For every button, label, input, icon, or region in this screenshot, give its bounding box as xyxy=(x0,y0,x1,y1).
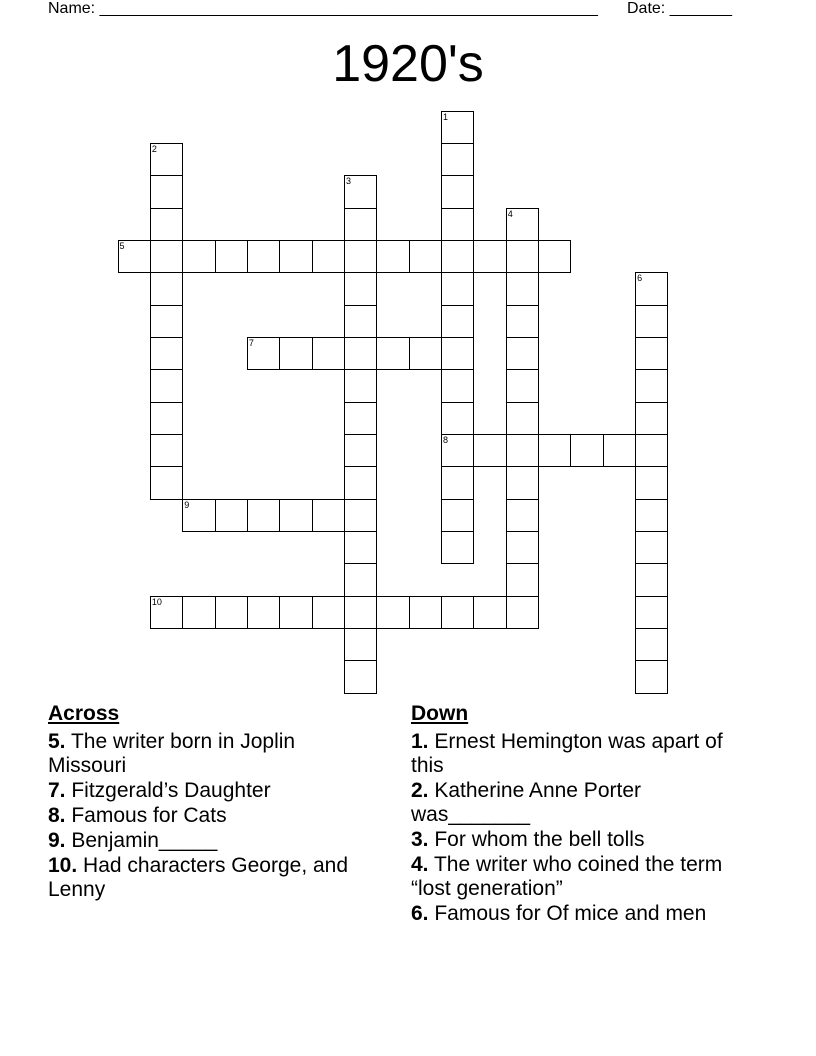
clue-number: 6. xyxy=(411,902,429,925)
clue-number-label: 6 xyxy=(637,273,643,284)
across-heading: Across xyxy=(48,702,120,725)
grid-cell[interactable] xyxy=(312,240,345,273)
grid-cell[interactable] xyxy=(441,531,474,564)
clue-text: Katherine Anne Porter was_______ xyxy=(411,779,641,826)
grid-cell[interactable] xyxy=(344,272,377,305)
down-heading: Down xyxy=(411,702,469,725)
grid-cell[interactable] xyxy=(441,466,474,499)
clue-number: 5. xyxy=(48,730,66,753)
grid-cell[interactable] xyxy=(247,499,280,532)
clue-number-label: 10 xyxy=(151,596,162,607)
grid-cell[interactable] xyxy=(344,596,377,629)
clue-down-2 xyxy=(411,779,741,827)
clue-text: Benjamin_____ xyxy=(71,829,218,852)
grid-cell[interactable] xyxy=(279,596,312,629)
grid-cell[interactable] xyxy=(150,466,183,499)
clue-text: The writer who coined the term “lost generation” xyxy=(411,853,723,900)
clue-number: 2. xyxy=(411,779,429,802)
grid-cell[interactable] xyxy=(441,337,474,370)
clue-text: Fitzgerald’s Daughter xyxy=(71,779,271,802)
grid-cell[interactable] xyxy=(506,499,539,532)
grid-cell[interactable] xyxy=(215,596,248,629)
grid-cell[interactable] xyxy=(150,175,183,208)
grid-cell[interactable] xyxy=(538,434,571,467)
grid-cell[interactable] xyxy=(150,596,183,629)
grid-cell[interactable] xyxy=(344,628,377,661)
grid-cell[interactable] xyxy=(150,402,183,435)
clue-number-label: 2 xyxy=(151,143,157,154)
grid-cell[interactable] xyxy=(635,660,668,693)
grid-cell[interactable] xyxy=(441,305,474,338)
grid-cell[interactable] xyxy=(344,466,377,499)
grid-cell[interactable] xyxy=(635,272,668,305)
clue-number: 8. xyxy=(48,804,66,827)
grid-cell[interactable] xyxy=(506,208,539,241)
clue-number-label: 9 xyxy=(184,499,190,510)
grid-cell[interactable] xyxy=(473,240,506,273)
name-field-label: Name: ________________________________________________________ xyxy=(48,0,598,17)
across-clues xyxy=(48,702,378,903)
grid-cell[interactable] xyxy=(279,337,312,370)
grid-cell[interactable] xyxy=(150,369,183,402)
clue-text: The writer born in Joplin Missouri xyxy=(48,730,296,777)
grid-cell[interactable] xyxy=(150,208,183,241)
grid-cell[interactable] xyxy=(182,240,215,273)
grid-cell[interactable] xyxy=(150,337,183,370)
grid-cell[interactable] xyxy=(506,369,539,402)
grid-cell[interactable] xyxy=(344,240,377,273)
clue-number: 9. xyxy=(48,829,66,852)
grid-cell[interactable] xyxy=(441,272,474,305)
date-field-label: Date: _______ xyxy=(627,0,732,17)
grid-cell[interactable] xyxy=(247,596,280,629)
grid-cell[interactable] xyxy=(279,499,312,532)
grid-cell[interactable] xyxy=(441,499,474,532)
grid-cell[interactable] xyxy=(506,272,539,305)
clue-down-3 xyxy=(411,828,741,852)
clue-across-9 xyxy=(48,829,378,853)
grid-cell[interactable] xyxy=(506,596,539,629)
clue-number-label: 4 xyxy=(507,208,513,219)
grid-cell[interactable] xyxy=(182,596,215,629)
grid-cell[interactable] xyxy=(344,660,377,693)
grid-cell[interactable] xyxy=(409,596,442,629)
grid-cell[interactable] xyxy=(635,531,668,564)
grid-cell[interactable] xyxy=(635,596,668,629)
grid-cell[interactable] xyxy=(215,240,248,273)
grid-cell[interactable] xyxy=(344,434,377,467)
grid-cell[interactable] xyxy=(506,305,539,338)
grid-cell[interactable] xyxy=(635,305,668,338)
clue-down-4 xyxy=(411,853,741,901)
clue-across-7 xyxy=(48,779,378,803)
clue-text: For whom the bell tolls xyxy=(434,828,645,851)
clue-number-label: 3 xyxy=(345,176,351,187)
grid-cell[interactable] xyxy=(312,337,345,370)
grid-cell[interactable] xyxy=(215,499,248,532)
grid-cell[interactable] xyxy=(182,499,215,532)
grid-cell[interactable] xyxy=(344,208,377,241)
grid-cell[interactable] xyxy=(279,240,312,273)
clue-across-8 xyxy=(48,804,378,828)
grid-cell[interactable] xyxy=(344,369,377,402)
puzzle-title: 1920's xyxy=(332,35,484,93)
clue-text: Famous for Cats xyxy=(71,804,227,827)
grid-cell[interactable] xyxy=(506,466,539,499)
grid-cell[interactable] xyxy=(603,434,636,467)
grid-cell[interactable] xyxy=(150,434,183,467)
grid-cell[interactable] xyxy=(635,563,668,596)
clue-text: Ernest Hemington was apart of this xyxy=(411,730,723,777)
grid-cell[interactable] xyxy=(376,596,409,629)
clue-number: 7. xyxy=(48,779,66,802)
grid-cell[interactable] xyxy=(506,402,539,435)
grid-cell[interactable] xyxy=(441,402,474,435)
grid-cell[interactable] xyxy=(344,337,377,370)
clue-number: 10. xyxy=(48,854,78,877)
grid-cell[interactable] xyxy=(635,466,668,499)
grid-cell[interactable] xyxy=(344,563,377,596)
clue-number-label: 8 xyxy=(443,435,449,445)
grid-cell[interactable] xyxy=(344,402,377,435)
grid-cell[interactable] xyxy=(441,369,474,402)
grid-cell[interactable] xyxy=(635,337,668,370)
grid-cell[interactable] xyxy=(118,240,151,273)
clue-text: Famous for Of mice and men xyxy=(434,902,707,925)
grid-cell[interactable] xyxy=(441,208,474,241)
grid-cell[interactable] xyxy=(409,240,442,273)
grid-cell[interactable] xyxy=(506,531,539,564)
clue-across-5 xyxy=(48,730,378,778)
clue-down-6 xyxy=(411,902,741,926)
clue-number-label: 7 xyxy=(248,337,254,348)
grid-cell[interactable] xyxy=(344,531,377,564)
grid-cell[interactable] xyxy=(506,563,539,596)
grid-cell[interactable] xyxy=(344,499,377,532)
grid-cell[interactable] xyxy=(441,143,474,176)
grid-cell[interactable] xyxy=(312,499,345,532)
grid-cell[interactable] xyxy=(441,596,474,629)
grid-cell[interactable] xyxy=(635,628,668,661)
grid-cell[interactable] xyxy=(312,596,345,629)
grid-cell[interactable] xyxy=(635,434,668,467)
grid-cell[interactable] xyxy=(150,272,183,305)
grid-cell[interactable] xyxy=(247,240,280,273)
clue-text: Had characters George, and Lenny xyxy=(48,854,349,901)
grid-cell[interactable] xyxy=(473,434,506,467)
grid-cell[interactable] xyxy=(635,402,668,435)
grid-cell[interactable] xyxy=(150,305,183,338)
grid-cell[interactable] xyxy=(506,434,539,467)
clue-number: 1. xyxy=(411,730,429,753)
grid-cell[interactable] xyxy=(441,175,474,208)
grid-cell[interactable] xyxy=(344,175,377,208)
grid-cell[interactable] xyxy=(247,337,280,370)
grid-cell[interactable] xyxy=(538,240,571,273)
grid-cell[interactable] xyxy=(441,111,474,144)
clue-number-label: 5 xyxy=(119,240,125,251)
grid-cell[interactable] xyxy=(635,499,668,532)
grid-cell[interactable] xyxy=(376,240,409,273)
grid-cell[interactable] xyxy=(441,434,474,467)
grid-cell[interactable] xyxy=(506,337,539,370)
grid-cell[interactable] xyxy=(473,596,506,629)
clue-number: 4. xyxy=(411,853,429,876)
clue-number-label: 1 xyxy=(443,111,449,122)
grid-cell[interactable] xyxy=(344,305,377,338)
grid-cell[interactable] xyxy=(506,240,539,273)
down-clues xyxy=(411,702,741,927)
grid-cell[interactable] xyxy=(150,240,183,273)
clue-across-10 xyxy=(48,854,378,902)
clue-down-1 xyxy=(411,730,741,778)
clue-number: 3. xyxy=(411,828,429,851)
grid-cell[interactable] xyxy=(570,434,603,467)
grid-cell[interactable] xyxy=(409,337,442,370)
grid-cell[interactable] xyxy=(441,240,474,273)
grid-cell[interactable] xyxy=(150,143,183,176)
grid-cell[interactable] xyxy=(376,337,409,370)
grid-cell[interactable] xyxy=(635,369,668,402)
